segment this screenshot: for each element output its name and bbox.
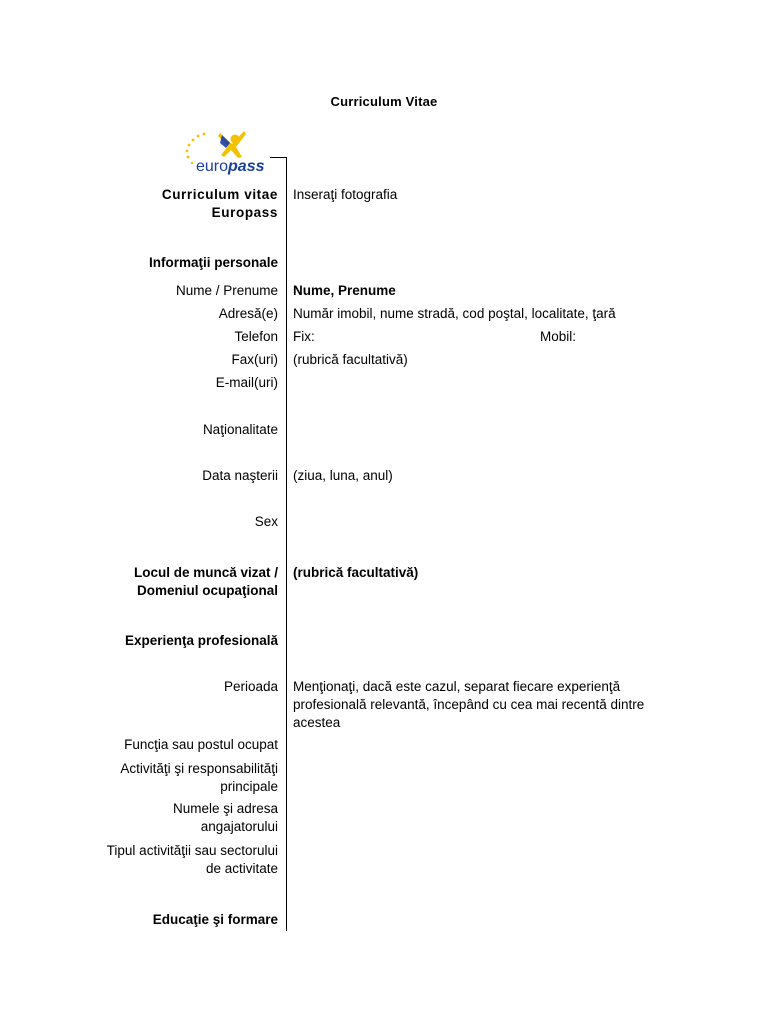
birthdate-label: Data naşterii — [202, 468, 278, 483]
period-label: Perioada — [223, 679, 278, 694]
desired-job-label-line2: Domeniul ocupaţional — [136, 583, 278, 598]
phone-label: Telefon — [234, 329, 278, 344]
sector-label-line1: Tipul activităţii sau sectorului — [106, 843, 278, 858]
fax-label: Fax(uri) — [231, 352, 278, 367]
phone-mobile: Mobil: — [540, 329, 577, 344]
desired-job-value: (rubrică facultativă) — [293, 565, 419, 580]
sector-label-line2: de activitate — [205, 861, 278, 876]
cv-label-line1: Curriculum vitae — [161, 187, 278, 202]
experience-section-title: Experienţa profesională — [124, 633, 278, 648]
name-label: Nume / Prenume — [175, 283, 278, 298]
sex-label: Sex — [254, 514, 278, 529]
birthdate-value: (ziua, luna, anul) — [293, 468, 393, 483]
phone-fixed: Fix: — [293, 329, 315, 344]
email-label: E-mail(uri) — [215, 375, 278, 390]
personal-section-title: Informaţii personale — [148, 255, 278, 270]
activities-label-line1: Activităţi şi responsabilităţi — [120, 761, 278, 776]
divider-tick — [270, 157, 287, 158]
period-value-line2: profesională relevantă, începând cu cea mai recentă dintre — [293, 697, 645, 712]
europass-logo-graphic — [182, 127, 274, 181]
figure-icon — [218, 131, 246, 158]
address-label: Adresă(e) — [218, 306, 278, 321]
period-value-line3: acestea — [293, 715, 341, 730]
desired-job-label-line1: Locul de muncă vizat / — [133, 565, 278, 580]
photo-hint: Inseraţi fotografia — [293, 187, 398, 202]
employer-label-line1: Numele şi adresa — [172, 801, 278, 816]
position-label: Funcţia sau postul ocupat — [124, 737, 278, 752]
europass-logo — [182, 127, 274, 181]
document-title: Curriculum Vitae — [330, 94, 438, 109]
education-section-title: Educaţie şi formare — [152, 912, 278, 927]
column-divider — [286, 157, 287, 931]
nationality-label: Naţionalitate — [202, 422, 278, 437]
period-value-line1: Menţionaţi, dacă este cazul, separat fiecare experienţă — [293, 679, 621, 694]
name-value: Nume, Prenume — [293, 283, 396, 298]
activities-label-line2: principale — [220, 779, 278, 794]
address-value: Număr imobil, nume stradă, cod poştal, localitate, ţară — [293, 306, 616, 321]
employer-label-line2: angajatorului — [200, 819, 278, 834]
cv-label-line2: Europass — [211, 205, 278, 220]
logo-wordmark: europass — [196, 158, 265, 175]
fax-value: (rubrică facultativă) — [293, 352, 408, 367]
